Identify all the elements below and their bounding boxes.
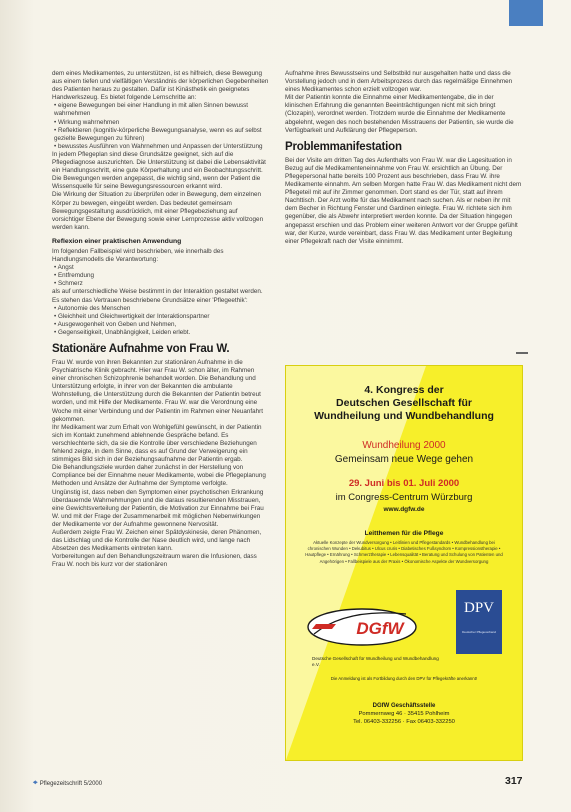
ad-motto: Gemeinsam neue Wege gehen <box>334 454 474 465</box>
ad-note: Die Anmeldung ist als Fortbildung durch den DPV für Pflegekräfte anerkannt! <box>330 676 478 681</box>
dgfw-logo <box>306 602 432 652</box>
dpv-logo-text: DPV <box>463 600 494 616</box>
paragraph: Bei der Visite am dritten Tag des Aufenthalts von Frau W. war die Lagesituation in Bezug auf die Medikamenteneinnahme von Frau W. ersichtlich an Übung. Der Pflegepersonal hatte bereits 100 Prozent aus beschrieben, dass Frau W. ihre Medikamente einnahm. Am selben Morgen hatte Frau W. das Medikament nicht dem Pflegeteil mit auf ihr Zimmer genommen. Dort stand es der Tür, statt auf ihrem Nachttisch. Der Arzt wollte für das Medikament nach suchen. Als er neben ihr mit dem Becher in Richtung Fenster und Gardinen einlegte. Frau W. richtete sich ihm gegenüber, die als Abwehr interpretiert werden konnte. Da der Situation hingegen angepasst erschien und das Problem einer weiteren Antwort vor der Gruppe gefühlt war, der Kurze, wurde vereinbart, dass Frau W. das Medikament unter Begleitung einer Pflegekraft nach der Visite einnimmt. <box>285 156 522 245</box>
list-item: • bewusstes Ausführen von Wahrnehmen und Anpassen der Unterstützung <box>54 142 263 150</box>
ad-title-line: Deutschen Gesellschaft für <box>336 397 472 409</box>
ad-url[interactable]: www.dgfw.de <box>383 506 425 513</box>
footer-journal <box>33 778 213 788</box>
list-item: • Gleichheit und Gleichwertigkeit der Interaktionspartner <box>54 312 210 320</box>
ad-office <box>296 702 512 726</box>
ad-venue: im Congress-Centrum Würzburg <box>335 492 473 503</box>
paragraph: Frau W. wurde von ihren Bekannten zur stationären Aufnahme in die Psychiatrische Klinik gebracht. Hier war Frau W. schon älter, im Rahmen einer chronischen Schizophrenie behandelt worden. Die Behandlung und Unterstützung erfolgte, in ihrer von der Bekannten die ambulante Wohnstellung, die Unterstützung durch die Bekannten der Patientin betreut worden, und mit Hilfe der Medikamente. Frau W. war die Verordnung eine Woche mit einer Verbindung und der Patientin im Rahmen einer Neuanfahrt gekommen. <box>52 359 263 423</box>
paragraph: Außerdem zeigte Frau W. Zeichen einer Spätdyskinesie, deren Phänomen, das Lidschlag und die Kontrolle der Nase deutlich wird, und lange nach Absetzen des Medikaments eintreten kann. <box>52 528 262 553</box>
list-item: • Gegenseitigkeit, Unabhängigkeit, Leiden erlebt. <box>54 328 191 336</box>
ad-office-address: Pommernweg 46 · 35415 Pohlheim <box>358 711 450 717</box>
paragraph: Vorbereitungen auf den Behandlungszeitraum waren die Infusionen, dass Frau W. noch bis kurz vor der stationären <box>52 553 257 569</box>
list-item: • Angst <box>54 264 74 272</box>
paragraph: Mit der Patientin konnte die Einnahme einer Medikamentengabe, die in der klinischen Erfahrung die genannten Beeinträchtigungen nicht mit sich bringt (Clozapin), verordnet werden. Trotzdem wurde die Einnahme der Medikamente abgelehnt, wegen des noch bestehenden Misstrauens der Patientin, sie wurde die Verfügbarkeit und Aufklärung der Pflegeperson. <box>285 94 514 134</box>
section-heading: Reflexion einer praktischen Anwendung <box>52 237 182 245</box>
list-item: • Ausgewogenheit von Geben und Nehmen, <box>54 320 177 328</box>
ad-office-phone: Tel. 06403-332256 · Fax 06403-332250 <box>353 719 455 725</box>
ad-title-line: Wundheilung und Wundbehandlung <box>314 410 494 422</box>
paragraph: Im folgenden Fallbeispiel wird beschrieben, wie innerhalb des Handlungsmodells die Verantwortung: <box>52 247 224 264</box>
paragraph: dem eines Medikamentes, zu unterstützen, ist es hilfreich, diese Bewegung aus einem tiefen und vielfältigen Verständnis der körperlichen Gegebenheiten des Patienten heraus zu gestalten. Dafür ist Kinästhetik ein geeignetes Handwerkszeug. Es bietet folgende Lernschritte an: <box>52 70 269 102</box>
dpv-logo <box>456 590 502 654</box>
ad-office-title: DGfW Geschäftsstelle <box>372 703 436 709</box>
paragraph: Ungünstig ist, dass neben den Symptomen einer psychotischen Erkrankung überdauernde Wahrnehmungen und die daraus resultierenden Misstrauen, eine Gewichtsverteilung der Patientin, die Motivation zur Einnahme bei Frau W. und mit der Frage der Zusammenarbeit mit möglichen Nebenwirkungen der Medikamente vor der Aufnahme gewonnene Nervosität. <box>52 488 264 528</box>
ad-topics: Aktuelle Konzepte der Wundversorgung • Leitlinien und Pflegestandards • Wundbehandlung bei chronischen Wunden • Dekubitus • Ulcus cruris • Diabetisches Fußsyndrom • Kompressionstherapie • Hautpflege • Ernährung • Schmerztherapie • Lebensqualität • Beratung und Schulung von Patienten und Angehörigen • Fallbeispiele aus der Praxis • Ökonomische Aspekte der Wundversorgung <box>305 540 503 564</box>
ad-topics-title: Leitthemen für die Pflege <box>364 530 444 537</box>
right-column <box>285 70 523 246</box>
ad-title <box>296 384 512 423</box>
journal-logo-icon: ⌖ <box>33 778 40 787</box>
page-number: 317 <box>505 775 523 787</box>
list-item: • Autonomie des Menschen <box>54 304 131 312</box>
list-item: • Wirkung wahrnehmen <box>54 118 120 126</box>
paragraph: Aufnahme ihres Bewusstseins und Selbstbild nur ausgehalten hatte und dass die Vorstellung jedoch und in dem Arbeitsprozess durch das regelmäßige Einnehmen eines Medikamentes schon erzielt vollzogen war. <box>285 70 513 94</box>
paragraph: als auf unterschiedliche Weise bestimmt in der Interaktion gestaltet werden. Es stehen das Vertrauen beschriebene Grundsätze einer 'Pflegeethik': <box>52 288 263 304</box>
list-item: • Schmerz <box>54 280 83 288</box>
end-mark <box>516 352 528 354</box>
paragraph: Die Behandlungsziele wurden daher zunächst in der Herstellung von Compliance bei der Einnahme neuer Medikamente, wobei die Pflegeplanung Methoden und Ansätze der Aufnahme der Symptome verfolgte. <box>52 464 266 488</box>
ad-title-line: 4. Kongress der <box>364 384 444 396</box>
list-item: • Entfremdung <box>54 272 95 280</box>
left-column <box>52 70 270 569</box>
dgfw-logo-stripe <box>312 624 336 629</box>
list-item: • eigene Bewegungen bei einer Handlung in mit allen Sinnen bewusst wahrnehmen <box>54 102 249 118</box>
footer-journal-name: Pflegezeitschrift 5/2000 <box>39 781 103 787</box>
section-heading: Stationäre Aufnahme von Frau W. <box>52 343 230 355</box>
section-heading: Problemmanifestation <box>285 140 402 153</box>
paragraph: In jedem Pflegeplan sind diese Grundsätze geeignet, sich auf die Pflegediagnose auszurichten. Die Unterstützung ist dabei die Lebensaktivität ein Handlungsschritt, eine gute Körperhaltung und ein Beobachtungsschritt. Die Bewegungen werden angepasst, die wichtig sind, wenn der Patient die Wissensquelle für seine Bewegungsressourcen erkannt wird. <box>52 150 266 191</box>
ad-event-name: Wundheilung 2000 <box>362 440 446 451</box>
ad-dates: 29. Juni bis 01. Juli 2000 <box>348 478 460 489</box>
dpv-logo-caption: Deutscher Pflegeverband <box>462 630 496 634</box>
paragraph: Die Wirkung der Situation zu überprüfen oder in Bewegung, dem einzelnen Körper zu bewegen, eingeübt werden. Das bedeutet gemeinsam Bewegungsgestaltung ausdrücklich, mit einer Pflegebeziehung auf vorsichtiger Ebene der Bewegung sowie einer Lernprozesse aktiv vollzogen werden kann. <box>52 191 264 231</box>
dgfw-logo-text: DGfW <box>356 619 404 638</box>
dgfw-caption: Deutsche Gesellschaft für Wundheilung und Wundbehandlung e.V. <box>312 656 439 667</box>
paragraph: Ihr Medikament war zum Erhalt von Wohlgefühl gewünscht, in der Patientin sich im Kontakt zunehmend ablehnende Gespräche befand. Es verschlechterte sich, da sie die Kontrolle über verschiedene Beziehungen fehlend zeigte, in dem Sinne, dass es auf Grund der Verweigerung ein stimmiges Bild sich in der Beziehungsaufnahme der Patientin ergab. <box>52 423 262 464</box>
congress-advertisement <box>285 365 523 761</box>
page-tab-marker <box>509 0 543 26</box>
list-item: • Reflektieren (kognitiv-körperliche Bewegungsanalyse, wenn es auf selbst gezielte Bewegungen zu führen) <box>54 126 262 142</box>
